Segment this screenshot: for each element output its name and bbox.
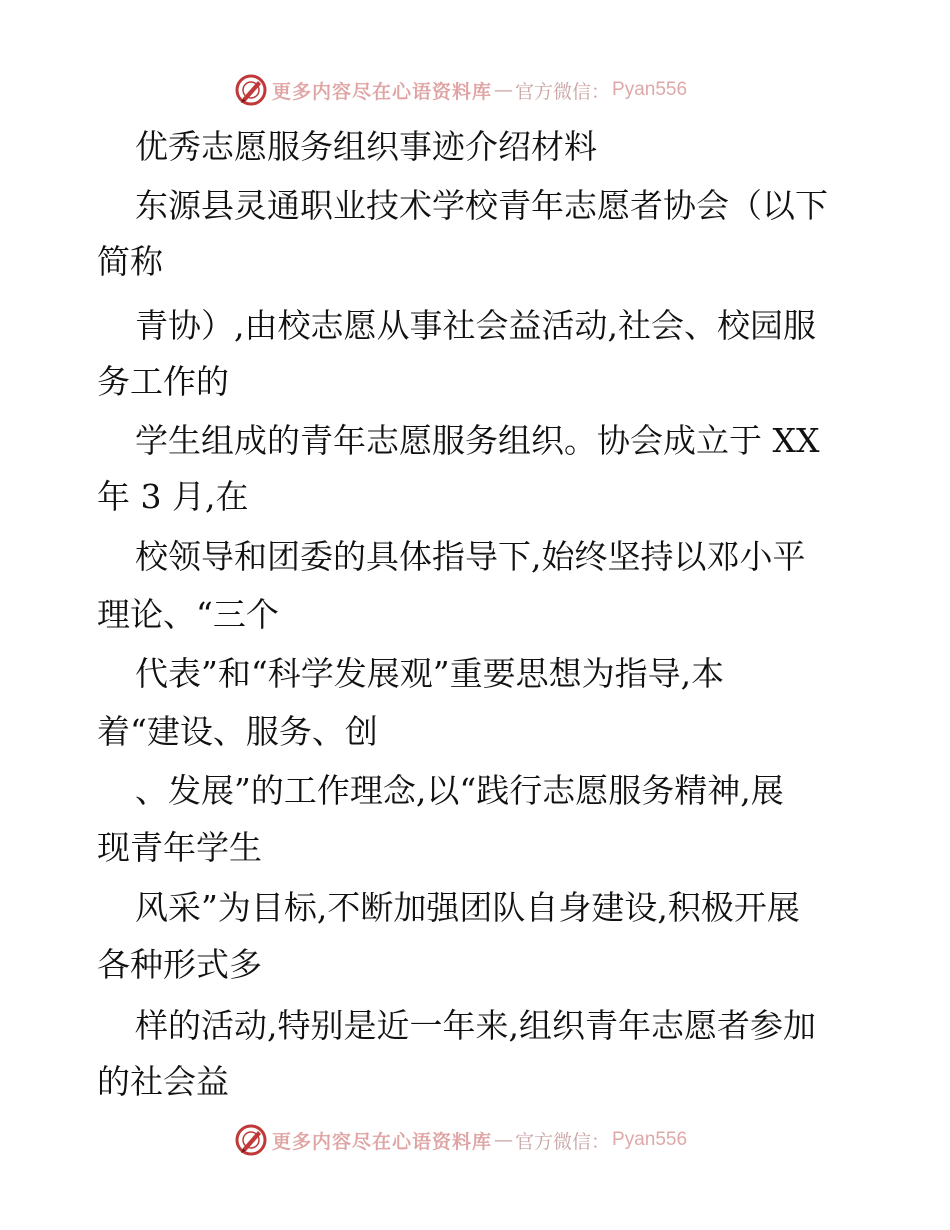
- banner-separator: —: [494, 79, 514, 101]
- banner-wechat-label: 官方微信：: [515, 1130, 611, 1153]
- pen-logo-icon: [234, 1123, 268, 1157]
- banner-wechat-id: Pyan556: [612, 79, 688, 100]
- body-line: 、发展”的工作理念,以“践行志愿服务精神,展: [135, 771, 784, 810]
- body-line: 务工作的: [97, 362, 229, 401]
- document-title: 优秀志愿服务组织事迹介绍材料: [135, 127, 597, 166]
- banner-brand: 更多内容尽在心语资料库: [272, 1130, 493, 1153]
- banner-wechat-label: 官方微信：: [515, 80, 611, 103]
- body-line: 各种形式多: [97, 945, 262, 984]
- pen-logo-icon: [234, 73, 268, 107]
- body-line: 东源县灵通职业技术学校青年志愿者协会（以下: [135, 186, 828, 225]
- body-line: 代表”和“科学发展观”重要思想为指导,本: [135, 654, 725, 693]
- banner-separator: —: [494, 1129, 514, 1151]
- body-line: 年 3 月,在: [97, 477, 249, 516]
- body-line: 现青年学生: [97, 828, 262, 867]
- body-line: 样的活动,特别是近一年来,组织青年志愿者参加: [135, 1006, 816, 1045]
- body-line: 理论、“三个: [97, 595, 279, 634]
- body-line: 青协）,由校志愿从事社会益活动,社会、校园服: [135, 306, 816, 345]
- banner-brand: 更多内容尽在心语资料库: [272, 80, 493, 103]
- body-line: 着“建设、服务、创: [97, 712, 378, 751]
- body-line: 的社会益: [97, 1062, 229, 1101]
- body-line: 风采”为目标,不断加强团队自身建设,积极开展: [135, 888, 800, 927]
- body-line: 校领导和团委的具体指导下,始终坚持以邓小平: [135, 537, 806, 576]
- body-line: 简称: [97, 242, 163, 281]
- footer-banner: [234, 1120, 687, 1160]
- header-banner: [234, 70, 687, 110]
- banner-wechat-id: Pyan556: [612, 1129, 688, 1150]
- body-line: 学生组成的青年志愿服务组织。协会成立于 XX: [135, 421, 820, 460]
